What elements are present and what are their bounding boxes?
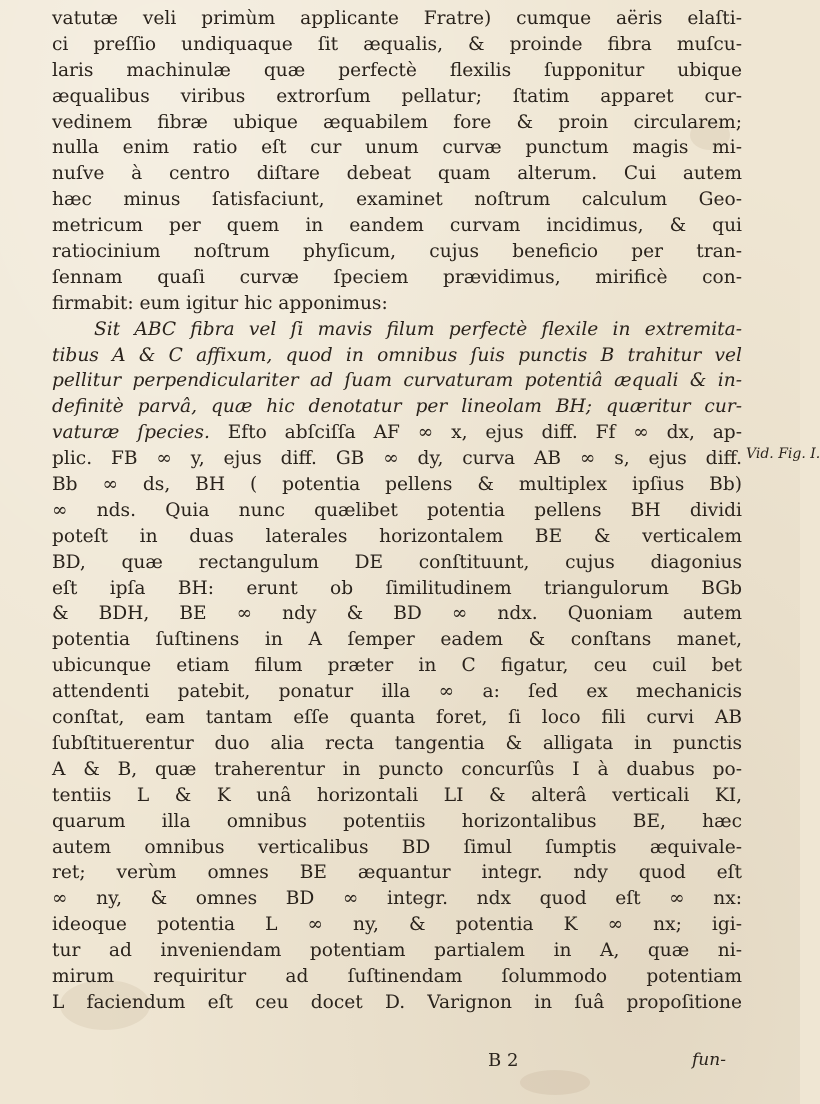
text-line: mirum requiritur ad ſuſtinendam ſolummodo potentiam — [52, 965, 742, 987]
text-line: vatutæ veli primùm applicante Fratre) cumque aëris elaſti- — [52, 8, 742, 29]
text-line: ∞ nds. Quia nunc quælibet potentia pellens BH dividi — [52, 499, 742, 521]
italic-fragment: vaturæ ſpecies. — [52, 422, 210, 444]
italic-line: tibus A & C affixum, quod in omnibus ſuis punctis B trahitur vel — [52, 344, 742, 366]
text-line: laris machinulæ quæ perfectè flexilis ſupponitur ubique — [52, 59, 742, 81]
text-line: conſtat, eam tantam eſſe quanta foret, ſi loco fili curvi AB — [52, 707, 742, 729]
text-line: attendenti patebit, ponatur illa ∞ a: ſed ex mechanicis — [52, 681, 742, 703]
italic-line: definitè parvâ, quæ hic denotatur per lineolam BH; quæritur cur- — [52, 396, 742, 418]
text-line: ſennam quaſi curvæ ſpeciem prævidimus, mirificè con- — [52, 266, 742, 288]
text-line: ubicunque etiam filum præter in C figatur, ceu cuil bet — [52, 655, 742, 677]
text-line: nuſve à centro diſtare debeat quam alterum. Cui autem — [52, 163, 742, 185]
text-line: poteſt in duas laterales horizontalem BE & verticalem — [52, 525, 742, 547]
italic-line: Sit ABC fibra vel ſi mavis filum perfectè flexile in extremita- — [94, 318, 742, 340]
body-text — [52, 6, 742, 1016]
text-line: ci preſſio undiquaque ſit æqualis, & proinde fibra muſcu- — [52, 33, 742, 55]
text-line: quarum illa omnibus potentiis horizontalibus BE, hæc — [52, 810, 742, 832]
text-line: Bb ∞ ds, BH ( potentia pellens & multiplex ipſius Bb) — [52, 474, 742, 496]
text-line: & BDH, BE ∞ ndy & BD ∞ ndx. Quoniam autem — [52, 603, 742, 625]
text-line: ret; verùm omnes BE æquantur integr. ndy quod eſt — [52, 862, 742, 884]
text-line: ſubſtituerentur duo alia recta tangentia & alligata in punctis — [52, 732, 742, 754]
italic-line: pellitur perpendiculariter ad ſuam curvaturam potentiâ æquali & in- — [52, 370, 742, 392]
text-line: æqualibus viribus extrorſum pellatur; ſtatim apparet cur- — [52, 85, 742, 107]
text-line: metricum per quem in eandem curvam incidimus, & qui — [52, 215, 742, 237]
text-line: autem omnibus verticalibus BD ſimul ſumptis æquivale- — [52, 836, 742, 858]
page-stain — [520, 1070, 590, 1095]
text-line: ideoque potentia L ∞ ny, & potentia K ∞ nx; igi- — [52, 914, 742, 936]
text-line: ratiocinium noſtrum phyſicum, cujus beneficio per tran- — [52, 241, 742, 263]
text-line: firmabit: eum igitur hic apponimus: — [52, 292, 388, 314]
text-line: plic. FB ∞ y, ejus diff. GB ∞ dy, curva AB ∞ s, ejus diff. — [52, 448, 742, 470]
text-line: tentiis L & K unâ horizontali LI & alterâ verticali KI, — [52, 784, 742, 806]
text-line: L faciendum eſt ceu docet D. Varignon in ſuâ propoſitione — [52, 991, 742, 1013]
text-line: potentia ſuſtinens in A ſemper eadem & conſtans manet, — [52, 629, 742, 651]
text-line: A & B, quæ traherentur in puncto concurſûs I à duabus po- — [52, 758, 742, 780]
text-line: eſt ipſa BH: erunt ob ſimilitudinem triangulorum BGb — [52, 577, 742, 599]
margin-note: Vid. Fig. I. — [746, 446, 820, 462]
text-line: BD, quæ rectangulum DE conſtituunt, cujus diagonius — [52, 551, 742, 573]
text-line: vedinem fibræ ubique æquabilem fore & proin circularem; — [52, 111, 742, 133]
mixed-line — [52, 420, 742, 446]
text-fragment: Efto abſciſſa AF ∞ x, ejus diff. Ff ∞ dx, ap- — [209, 422, 742, 444]
text-line: ∞ ny, & omnes BD ∞ integr. ndx quod eſt ∞ nx: — [52, 888, 742, 910]
text-line: nulla enim ratio eſt cur unum curvæ punctum magis mi- — [52, 137, 742, 159]
catchword: fun- — [692, 1050, 726, 1070]
text-line: hæc minus ſatisfaciunt, examinet noſtrum calculum Geo- — [52, 189, 742, 211]
signature-mark: B 2 — [488, 1050, 519, 1071]
text-line: tur ad inveniendam potentiam partialem in A, quæ ni- — [52, 940, 742, 962]
